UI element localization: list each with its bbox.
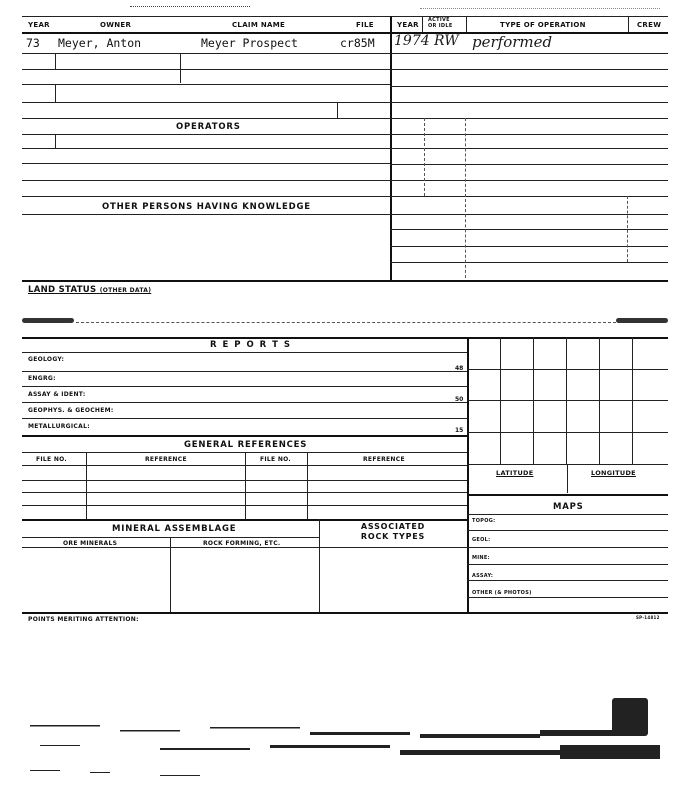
- entry-type-of-operation: performed: [472, 33, 553, 51]
- entry-year: 73: [26, 36, 40, 50]
- land-status-sub: (OTHER DATA): [99, 287, 152, 294]
- maps-title: MAPS: [553, 502, 584, 512]
- land-status-title: [28, 285, 151, 295]
- maps-geol: GEOL:: [472, 537, 491, 543]
- header-year: YEAR: [28, 21, 50, 29]
- maps-mine: MINE:: [472, 555, 490, 561]
- gen-ref-reference-2: REFERENCE: [363, 456, 405, 463]
- header-owner: OWNER: [100, 21, 132, 29]
- report-geology-num: 48: [455, 365, 464, 372]
- form-number: SP-14812: [636, 615, 660, 620]
- latitude-label: LATITUDE: [496, 469, 534, 477]
- entry-op-year: 1974: [394, 33, 430, 49]
- points-meriting-attention: POINTS MERITING ATTENTION:: [28, 616, 139, 623]
- entry-file: cr85M: [340, 36, 375, 50]
- other-persons-title: OTHER PERSONS HAVING KNOWLEDGE: [102, 202, 311, 212]
- general-references-title: GENERAL REFERENCES: [184, 440, 308, 450]
- header-year-right: YEAR: [397, 21, 419, 29]
- header-claim-name: CLAIM NAME: [232, 21, 286, 29]
- entry-owner: Meyer, Anton: [58, 36, 142, 50]
- gen-ref-file-no-2: FILE NO.: [260, 456, 292, 463]
- report-assay: ASSAY & IDENT:: [28, 391, 86, 398]
- operators-title: OPERATORS: [176, 122, 241, 132]
- ore-minerals-label: ORE MINERALS: [63, 540, 118, 547]
- header-type-of-operation: TYPE OF OPERATION: [500, 21, 586, 29]
- report-engrg: ENGRG:: [28, 375, 56, 382]
- gen-ref-file-no: FILE NO.: [36, 456, 68, 463]
- maps-assay: ASSAY:: [472, 573, 494, 579]
- report-metallurgical-num: 15: [455, 427, 464, 434]
- longitude-label: LONGITUDE: [591, 469, 636, 477]
- report-metallurgical: METALLURGICAL:: [28, 423, 90, 430]
- associated-rock-types-title: ASSOCIATED ROCK TYPES: [360, 522, 426, 541]
- land-status-label: LAND STATUS: [28, 285, 97, 295]
- header-file: FILE: [356, 21, 374, 29]
- entry-claim-name: Meyer Prospect: [201, 36, 298, 50]
- gen-ref-reference: REFERENCE: [145, 456, 187, 463]
- scan-noise-bottom: [0, 690, 678, 800]
- report-geology: GEOLOGY:: [28, 356, 65, 363]
- entry-active-idle: RW: [434, 33, 459, 49]
- mineral-assemblage-title: MINERAL ASSEMBLAGE: [112, 524, 237, 534]
- report-assay-num: 50: [455, 396, 464, 403]
- maps-other-photos: OTHER (& PHOTOS): [472, 590, 532, 596]
- header-active-idle: ACTIVE OR IDLE: [428, 17, 453, 29]
- reports-title: R E P O R T S: [210, 340, 292, 350]
- report-geophys: GEOPHYS. & GEOCHEM:: [28, 407, 114, 414]
- rock-forming-label: ROCK FORMING, ETC.: [203, 540, 281, 547]
- header-crew: CREW: [637, 21, 662, 29]
- maps-topog: TOPOG:: [472, 518, 496, 524]
